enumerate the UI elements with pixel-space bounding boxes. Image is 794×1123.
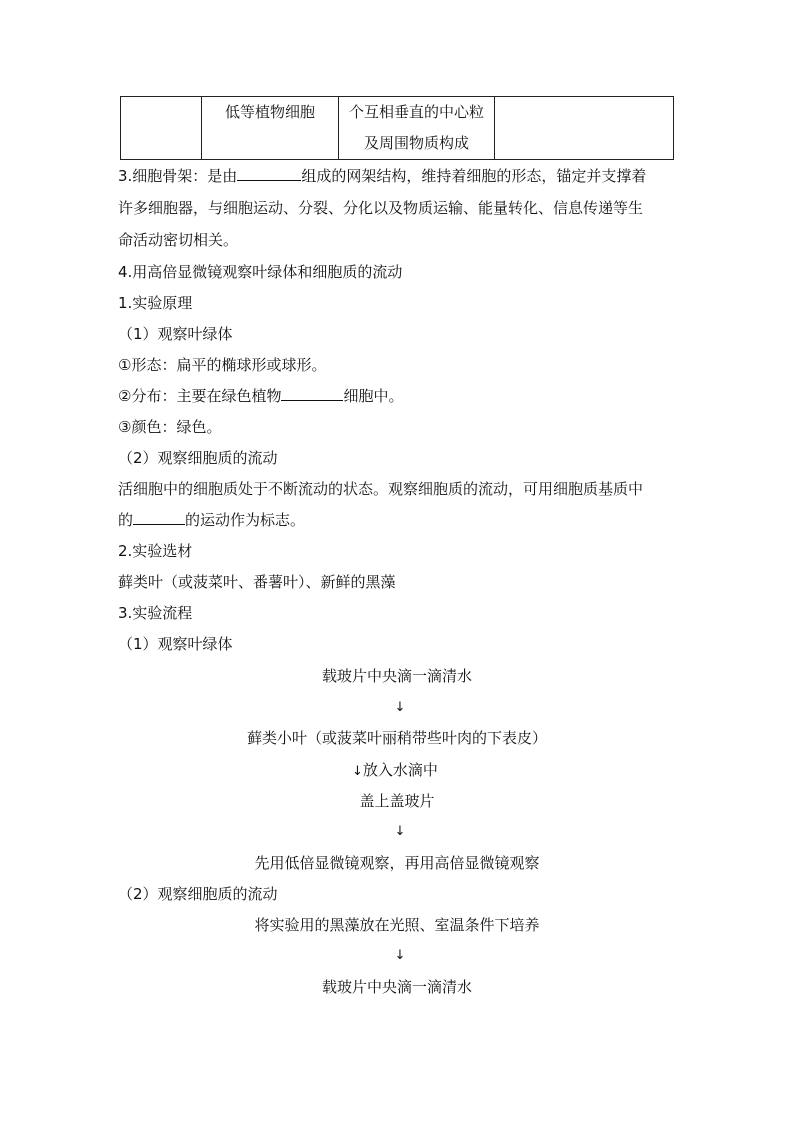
flow-arrow-icon: ↓: [352, 764, 363, 779]
materials-line: 藓类叶（或菠菜叶、番薯叶）、新鲜的黑藻: [118, 573, 396, 591]
organelle-table-fragment: [120, 96, 674, 160]
shape-line: ①形态：扁平的椭球形或球形。: [118, 356, 327, 374]
cytoplasm-line-2: 的 的运动作为标志。: [118, 511, 306, 529]
subheading-principle: 1.实验原理: [118, 294, 193, 312]
table-cell-function: [495, 97, 674, 160]
table-cell-distribution: 低等植物细胞: [202, 97, 339, 160]
fill-blank: [237, 166, 301, 181]
cytoskeleton-line-1: 3.细胞骨架：是由 组成的网架结构，维持着细胞的形态，锚定并支撑着: [118, 167, 647, 185]
flow2-step2: 载玻片中央滴一滴清水: [321, 978, 472, 996]
table-cell-empty: [121, 97, 202, 160]
procedure-part-2: （2）观察细胞质的流动: [118, 885, 278, 903]
fill-blank: [133, 510, 185, 525]
cytoskeleton-line-3: 命活动密切相关。: [118, 231, 239, 249]
subheading-cytoplasm-flow: （2）观察细胞质的流动: [118, 449, 278, 467]
flow1-step3: 盖上盖玻片: [359, 792, 435, 810]
flow-arrow-icon: ↓: [394, 948, 406, 963]
flow-arrow-icon: ↓: [394, 824, 406, 839]
flow1-step1: 载玻片中央滴一滴清水: [321, 667, 472, 685]
procedure-part-1: （1）观察叶绿体: [118, 635, 233, 653]
subheading-observe-chloroplast: （1）观察叶绿体: [118, 325, 233, 343]
fill-blank: [281, 386, 343, 401]
structure-line-2: 及周围物质构成: [363, 134, 469, 152]
color-line: ③颜色：绿色。: [118, 418, 222, 436]
flow2-step1: 将实验用的黑藻放在光照、室温条件下培养: [254, 916, 540, 934]
subheading-procedure: 3.实验流程: [118, 604, 193, 622]
flow-arrow-icon: ↓: [394, 700, 406, 715]
cytoplasm-line-1: 活细胞中的细胞质处于不断流动的状态。观察细胞质的流动，可用细胞质基质中: [118, 480, 644, 498]
cytoskeleton-line-2: 许多细胞器，与细胞运动、分裂、分化以及物质运输、能量转化、信息传递等生: [118, 199, 644, 217]
table-row: [121, 97, 674, 160]
distribution-line: ②分布：主要在绿色植物 细胞中。: [118, 387, 404, 405]
flow1-arrow-with-note: ↓放入水滴中: [352, 761, 438, 779]
structure-line-1: 个互相垂直的中心粒: [348, 103, 484, 121]
flow1-step2: 藓类小叶（或菠菜叶丽稍带些叶肉的下表皮）: [246, 729, 547, 747]
flow1-step4: 先用低倍显微镜观察，再用高倍显微镜观察: [254, 854, 540, 872]
table-cell-structure: [339, 97, 495, 160]
subheading-materials: 2.实验选材: [118, 542, 193, 560]
section-heading-4: 4.用高倍显微镜观察叶绿体和细胞质的流动: [118, 263, 403, 281]
